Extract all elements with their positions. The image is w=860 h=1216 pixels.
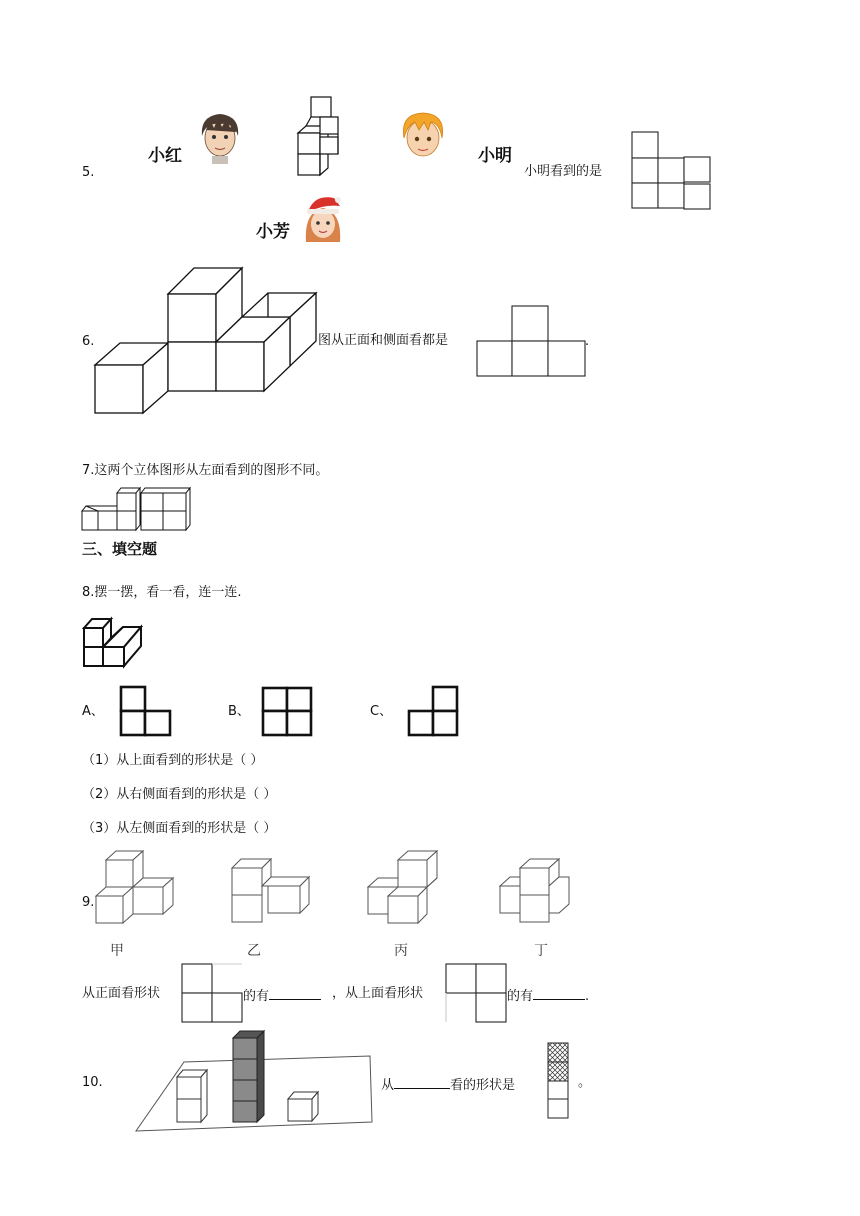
q10-view-shape	[546, 1041, 572, 1121]
q9-figure-bing	[366, 848, 440, 926]
q8-sub-3: （3）从左侧面看到的形状是（ ）	[82, 821, 277, 836]
q7-cube-figures	[80, 486, 194, 532]
q9-label-yi: 乙	[247, 943, 261, 959]
q8-cube-figure	[82, 616, 144, 668]
q5-statement: 小明看到的是	[524, 164, 603, 179]
q5-answer-shape	[630, 130, 712, 212]
q9-label-jia: 甲	[110, 943, 124, 959]
q7-statement: 7.这两个立体图形从左面看到的图形不同。	[82, 463, 329, 478]
q5-cube-stack	[296, 94, 342, 176]
xiaoming-avatar	[398, 110, 448, 162]
q9-has-2: 的有 .	[507, 989, 590, 1004]
xiaofang-avatar	[302, 192, 344, 250]
option-b-label: B、	[228, 704, 250, 719]
q6-cube-figure	[92, 266, 320, 416]
q9-label-ding: 丁	[534, 943, 548, 959]
q10-number: 10.	[82, 1075, 103, 1090]
option-b-shape[interactable]	[260, 684, 316, 738]
q9-top-shape	[444, 962, 508, 1024]
q10-sentence: 从 看的形状是	[381, 1078, 516, 1093]
option-a-label: A、	[82, 704, 104, 719]
q9-blank-1[interactable]	[269, 987, 321, 1000]
q8-sub-2: （2）从右侧面看到的形状是（ ）	[82, 787, 277, 802]
q9-front-shape	[180, 962, 244, 1024]
q8-statement: 8.摆一摆，看一看，连一连.	[82, 585, 242, 600]
name-xiaohong: 小红	[148, 146, 182, 166]
name-xiaofang: 小芳	[256, 222, 290, 242]
option-c-shape[interactable]	[404, 684, 460, 738]
q6-view-shape	[475, 304, 590, 378]
q9-blank-2[interactable]	[533, 987, 585, 1000]
xiaohong-avatar	[196, 108, 244, 164]
q9-figure-ding	[498, 856, 572, 926]
q9-has-1: 的有	[243, 987, 321, 1003]
q10-blank[interactable]	[394, 1076, 450, 1089]
section-title: 三、填空题	[82, 540, 158, 558]
option-c-label: C、	[370, 704, 393, 719]
q6-statement: 图从正面和侧面看都是	[318, 333, 449, 348]
q6-number: 6.	[82, 334, 95, 349]
option-a-shape[interactable]	[118, 684, 174, 738]
name-xiaoming: 小明	[478, 146, 512, 166]
q10-end: 。	[578, 1075, 592, 1090]
q9-figure-yi	[230, 856, 312, 926]
q8-sub-1: （1）从上面看到的形状是（ ）	[82, 753, 264, 768]
q10-scene	[134, 1028, 374, 1132]
q6-end: .	[585, 334, 590, 349]
q9-front-prefix: 从正面看形状	[82, 986, 161, 1001]
q9-number: 9.	[82, 895, 95, 910]
q9-figure-jia	[94, 848, 176, 926]
q5-number: 5.	[82, 165, 95, 180]
q9-label-bing: 丙	[394, 943, 408, 959]
q9-top-prefix: ，从上面看形状	[332, 986, 424, 1001]
